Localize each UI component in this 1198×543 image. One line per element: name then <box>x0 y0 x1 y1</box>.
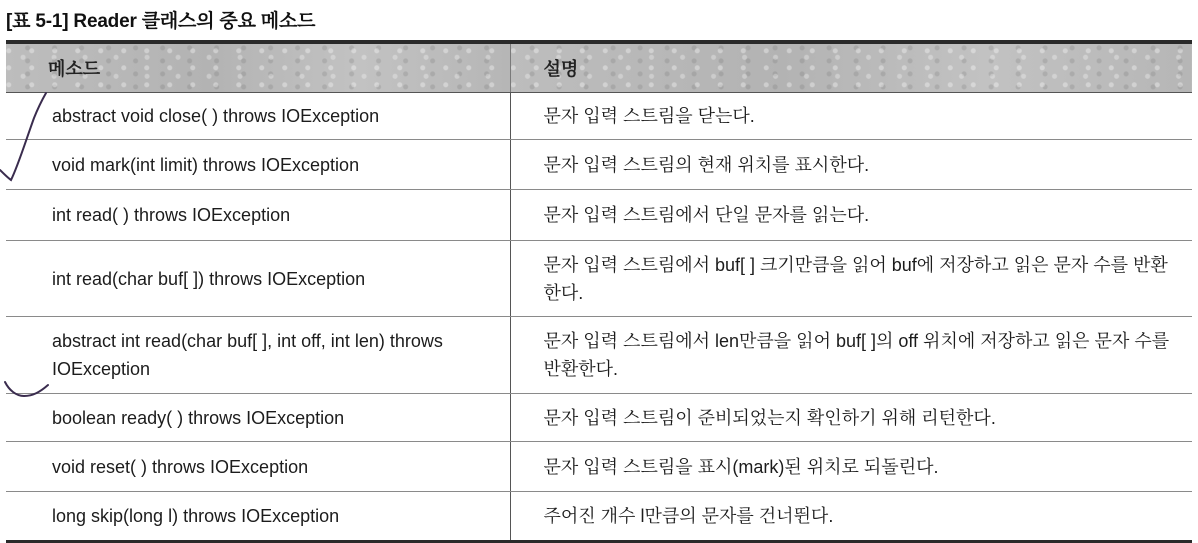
table-row <box>6 241 1192 317</box>
method-cell: int read( ) throws IOException <box>6 190 510 241</box>
table-header <box>6 42 1192 93</box>
method-cell: void reset( ) throws IOException <box>6 442 510 492</box>
table-body <box>6 93 1192 542</box>
method-cell: int read(char buf[ ]) throws IOException <box>6 241 510 317</box>
description-cell: 문자 입력 스트림의 현재 위치를 표시한다. <box>510 140 1192 190</box>
description-cell: 문자 입력 스트림에서 단일 문자를 읽는다. <box>510 190 1192 241</box>
description-cell: 주어진 개수 l만큼의 문자를 건너뛴다. <box>510 492 1192 542</box>
method-cell: boolean ready( ) throws IOException <box>6 394 510 442</box>
description-cell: 문자 입력 스트림에서 len만큼을 읽어 buf[ ]의 off 위치에 저장하고 읽은 문자 수를 반환한다. <box>510 317 1192 394</box>
table-row <box>6 190 1192 241</box>
description-cell: 문자 입력 스트림에서 buf[ ] 크기만큼을 읽어 buf에 저장하고 읽은 문자 수를 반환한다. <box>510 241 1192 317</box>
header-method: 메소드 <box>6 42 510 93</box>
table-row <box>6 394 1192 442</box>
reader-methods-table <box>6 40 1192 543</box>
table-title: [표 5-1] Reader 클래스의 중요 메소드 <box>6 11 316 32</box>
method-cell: abstract int read(char buf[ ], int off, int len) throws IOException <box>6 317 510 394</box>
table-row <box>6 93 1192 140</box>
method-cell: void mark(int limit) throws IOException <box>6 140 510 190</box>
methods-table-container <box>6 40 1192 543</box>
table-row <box>6 317 1192 394</box>
method-cell: long skip(long l) throws IOException <box>6 492 510 542</box>
table-row <box>6 492 1192 542</box>
method-cell: abstract void close( ) throws IOException <box>6 93 510 140</box>
description-cell: 문자 입력 스트림을 닫는다. <box>510 93 1192 140</box>
header-description: 설명 <box>510 42 1192 93</box>
table-row <box>6 442 1192 492</box>
description-cell: 문자 입력 스트림이 준비되었는지 확인하기 위해 리턴한다. <box>510 394 1192 442</box>
header-row <box>6 42 1192 93</box>
table-row <box>6 140 1192 190</box>
description-cell: 문자 입력 스트림을 표시(mark)된 위치로 되돌린다. <box>510 442 1192 492</box>
